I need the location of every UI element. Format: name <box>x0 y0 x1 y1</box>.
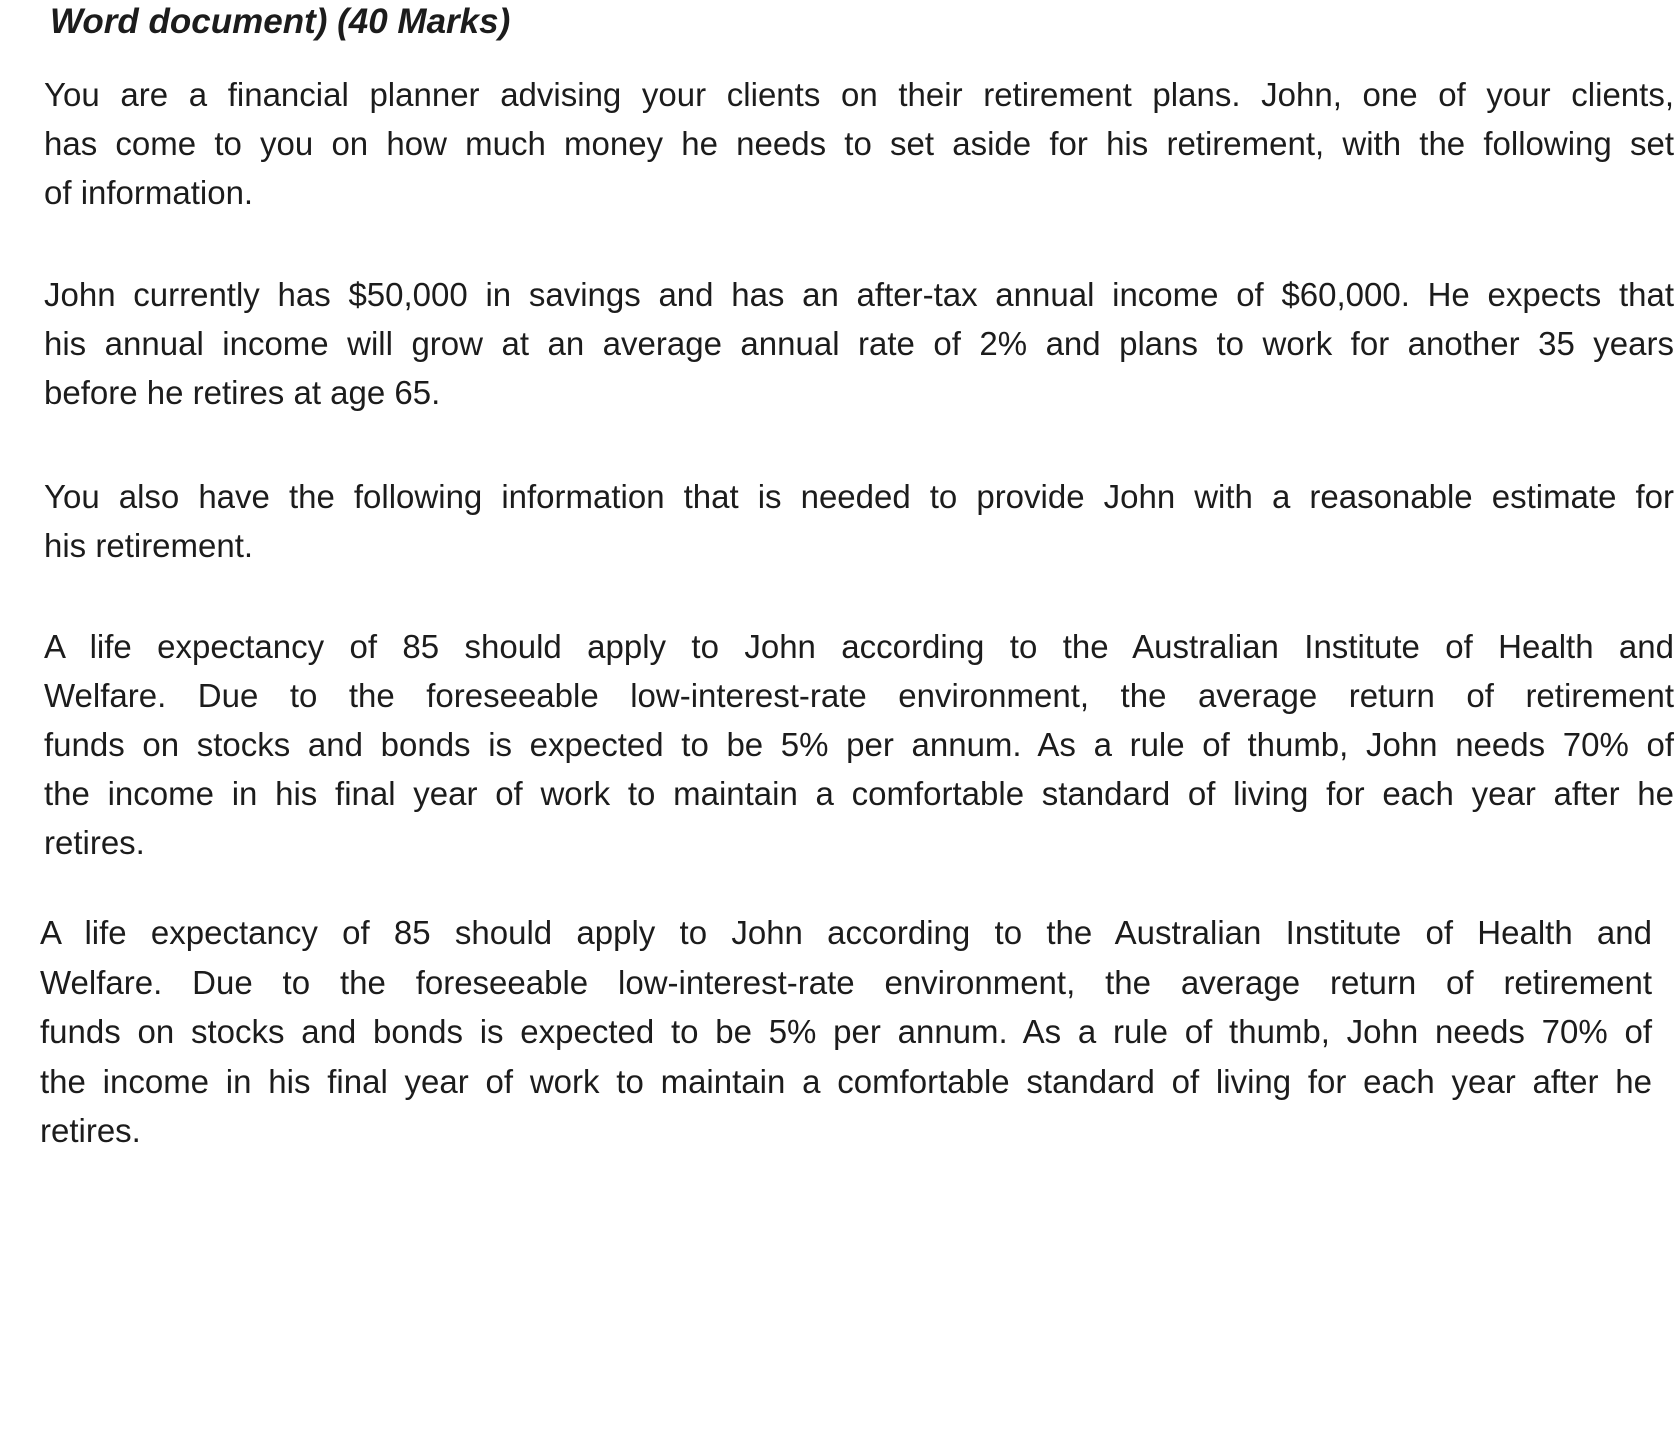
paragraph-line: retires. <box>40 1112 141 1149</box>
paragraph-line: his annual income will grow at an average annual rate of 2% and plans to work for another 35 years <box>44 325 1674 362</box>
paragraph-line: funds on stocks and bonds is expected to be 5% per annum. As a rule of thumb, John needs 70% of <box>44 726 1674 763</box>
paragraph-line: Welfare. Due to the foreseeable low-interest-rate environment, the average return of retirement <box>44 677 1674 714</box>
paragraph-line: Welfare. Due to the foreseeable low-interest-rate environment, the average return of retirement <box>40 963 1652 1001</box>
paragraph-line: has come to you on how much money he needs to set aside for his retirement, with the following set <box>44 125 1674 162</box>
paragraph-line: John currently has $50,000 in savings and has an after-tax annual income of $60,000. He expects that <box>44 276 1674 313</box>
paragraph-line: before he retires at age 65. <box>44 374 441 411</box>
paragraph-line: retires. <box>44 824 145 861</box>
paragraph-line: funds on stocks and bonds is expected to be 5% per annum. As a rule of thumb, John needs 70% of <box>40 1013 1652 1050</box>
paragraph-line: of information. <box>44 174 254 211</box>
paragraph-additional-info <box>44 472 1674 570</box>
paragraph-line: A life expectancy of 85 should apply to John according to the Australian Institute of Health and <box>44 628 1674 665</box>
section-heading: Word document) (40 Marks) <box>50 2 511 41</box>
paragraph-line: You are a financial planner advising your clients on their retirement plans. John, one of your clients, <box>44 76 1674 113</box>
paragraph-intro <box>44 70 1674 217</box>
paragraph-life-expectancy <box>44 622 1674 867</box>
paragraph-savings <box>44 270 1674 417</box>
paragraph-line: the income in his final year of work to maintain a comfortable standard of living for each year after he <box>44 775 1674 812</box>
paragraph-line: A life expectancy of 85 should apply to John according to the Australian Institute of Health and <box>40 914 1652 951</box>
paragraph-life-expectancy-duplicate <box>40 908 1652 1156</box>
paragraph-line: the income in his final year of work to maintain a comfortable standard of living for each year after he <box>40 1062 1652 1100</box>
paragraph-line: his retirement. <box>44 527 254 564</box>
paragraph-line: You also have the following information that is needed to provide John with a reasonable estimate for <box>44 478 1674 515</box>
